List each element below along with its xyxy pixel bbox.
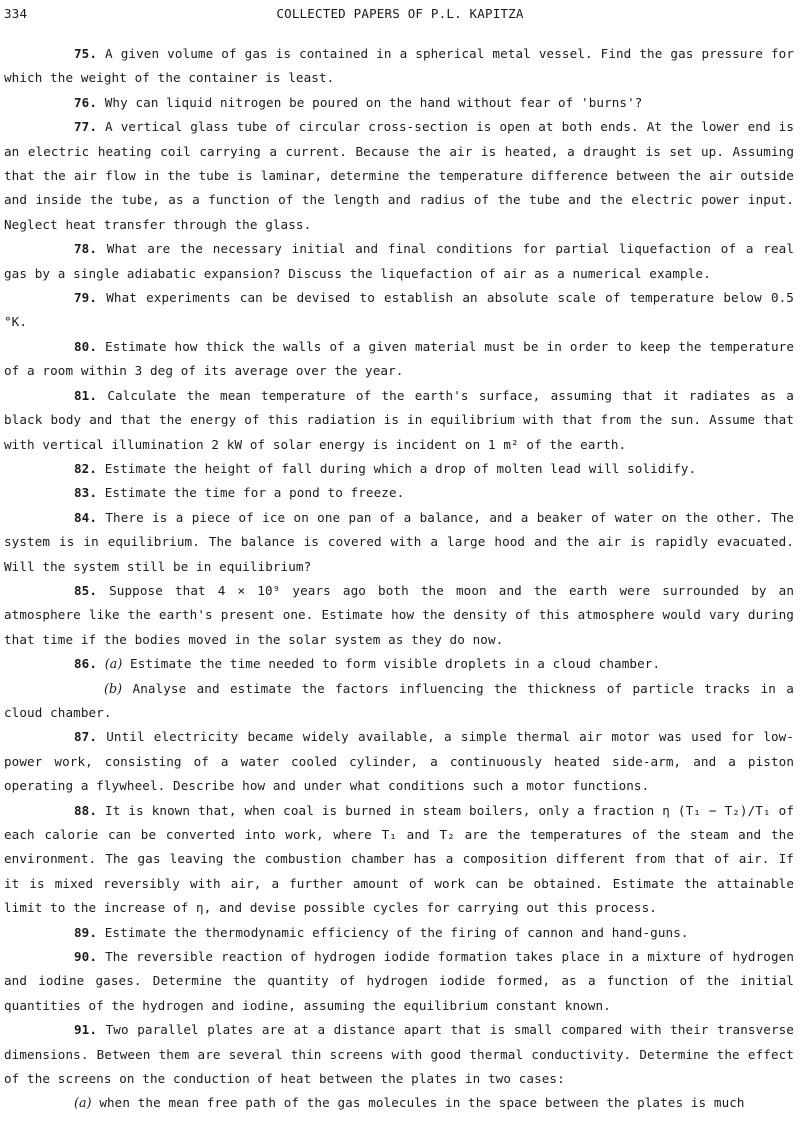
problem-text: What experiments can be devised to establish an absolute scale of temperature below 0.5 °K. — [4, 290, 794, 330]
problem-text: Calculate the mean temperature of the earth's surface, assuming that it radiates as a black body and that the energy of this radiation is in equilibrium with that from the sun. Assume that with vertical illumination 2 kW of solar energy is incident on 1 m² of the earth. — [4, 387, 794, 452]
problem-91-part-a — [4, 1091, 794, 1115]
problem-text: Estimate the time needed to form visible droplets in a cloud chamber. — [122, 656, 661, 672]
problem-76 — [4, 91, 794, 115]
problem-text: Analyse and estimate the factors influencing the thickness of particle tracks in a cloud chamber. — [4, 680, 794, 720]
problem-text: when the mean free path of the gas molecules in the space between the plates is much — [91, 1095, 745, 1111]
problem-number: 87. — [74, 729, 98, 745]
problem-89 — [4, 921, 794, 945]
problem-number: 85. — [74, 582, 98, 598]
page-number: 334 — [4, 6, 28, 21]
problem-text: Estimate the thermodynamic efficiency of the firing of cannon and hand-guns. — [97, 924, 689, 940]
problem-number: 75. — [74, 46, 98, 61]
problem-number: 80. — [74, 338, 98, 354]
problem-81 — [4, 384, 794, 457]
problem-text: Estimate the height of fall during which a drop of molten lead will solidify. — [97, 460, 697, 476]
problem-text: Suppose that 4 × 10⁹ years ago both the moon and the earth were surrounded by an atmosphere like the earth's present one. Estimate how the density of this atmosphere would vary during that time if the bodies moved in the solar system as they do now. — [4, 582, 794, 647]
running-title: COLLECTED PAPERS OF P.L. KAPITZA — [276, 6, 524, 21]
part-label: (a) — [104, 656, 123, 672]
problem-number: 89. — [74, 924, 98, 940]
problem-number: 81. — [74, 387, 98, 403]
problem-77 — [4, 115, 794, 237]
problem-text: Two parallel plates are at a distance apart that is small compared with their transverse dimensions. Between them are several thin screens with good thermal conductivity. Determine the effect of the screens on the conduction of heat between the plates in two cases: — [4, 1022, 794, 1087]
problem-87 — [4, 725, 794, 798]
problem-83 — [4, 481, 794, 505]
problem-text: Until electricity became widely available, a simple thermal air motor was used for low-power work, consisting of a water cooled cylinder, a continuously heated side-arm, and a piston operating a flywheel. Describe how and under what conditions such a motor functions. — [4, 729, 794, 794]
problem-text: A given volume of gas is contained in a spherical metal vessel. Find the gas pressure for which the weight of the container is least. — [4, 46, 794, 86]
problem-number: 84. — [74, 509, 98, 525]
problem-number: 78. — [74, 241, 98, 257]
problem-90 — [4, 945, 794, 1018]
problem-number: 91. — [74, 1022, 98, 1038]
problem-88 — [4, 799, 794, 921]
page-header — [0, 6, 800, 28]
problem-number: 82. — [74, 460, 98, 476]
problem-number: 90. — [74, 949, 98, 965]
problem-78 — [4, 237, 794, 286]
part-label: (a) — [74, 1095, 92, 1111]
problem-text: Estimate how thick the walls of a given material must be in order to keep the temperature of a room within 3 deg of its average over the year. — [4, 338, 794, 379]
problem-85 — [4, 579, 794, 652]
problem-84 — [4, 506, 794, 579]
problem-number: 86. — [74, 656, 98, 672]
problem-text: It is known that, when coal is burned in steam boilers, only a fraction η (T₁ − T₂)/T₁ of each calorie can be converted into work, where T₁ and T₂ are the temperatures of the steam and the environment. The gas leaving the combustion chamber has a composition different from that of air. If it is mixed reversibly with air, a further amount of work can be obtained. Estimate the attainable limit to the increase of η, and devise possible cycles for carrying out this process. — [4, 802, 794, 916]
part-label: (b) — [104, 680, 123, 696]
problem-text: There is a piece of ice on one pan of a balance, and a beaker of water on the other. The system is in equilibrium. The balance is covered with a large hood and the air is rapidly evacuated. Will the system still be in equilibrium? — [4, 509, 794, 574]
problem-86-part-b — [4, 677, 794, 726]
problem-75 — [4, 42, 794, 91]
problem-82 — [4, 457, 794, 481]
problem-number: 79. — [74, 290, 98, 306]
problem-text: The reversible reaction of hydrogen iodide formation takes place in a mixture of hydrogen and iodine gases. Determine the quantity of hydrogen iodide formed, as a function of the initial quantities of the hydrogen and iodine, assuming the equilibrium constant known. — [4, 949, 794, 1013]
problem-number: 76. — [74, 94, 98, 110]
problem-number: 83. — [74, 485, 98, 501]
problem-list — [4, 42, 794, 1116]
problem-text: Estimate the time for a pond to freeze. — [97, 485, 405, 501]
problem-text: Why can liquid nitrogen be poured on the hand without fear of 'burns'? — [97, 94, 643, 110]
problem-86 — [4, 652, 794, 676]
problem-text: What are the necessary initial and final conditions for partial liquefaction of a real gas by a single adiabatic expansion? Discuss the liquefaction of air as a numerical example. — [4, 241, 794, 281]
problem-number: 88. — [74, 802, 98, 818]
problem-79 — [4, 286, 794, 335]
problem-80 — [4, 335, 794, 384]
problem-text: A vertical glass tube of circular cross-section is open at both ends. At the lower end is an electric heating coil carrying a current. Because the air is heated, a draught is set up. Assuming that the air flow in the tube is laminar, determine the temperature difference between the air outside and inside the tube, as a function of the length and radius of the tube and the electric power input. Neglect heat transfer through the glass. — [4, 119, 794, 232]
problem-number: 77. — [74, 119, 98, 135]
problem-91 — [4, 1018, 794, 1091]
